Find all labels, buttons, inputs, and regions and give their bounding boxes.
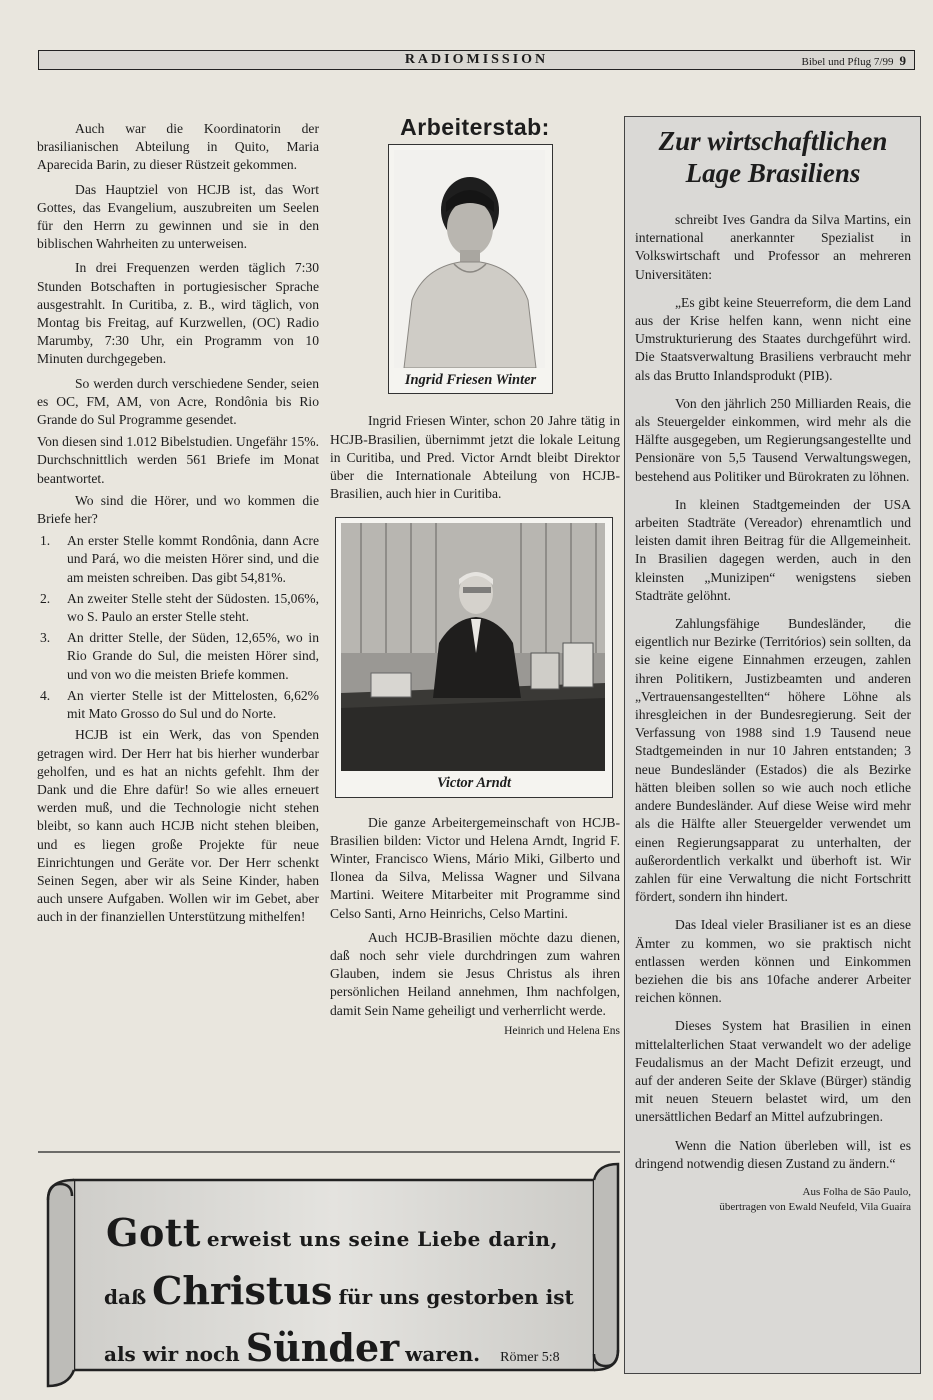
photo-caption: Victor Arndt [436,775,511,792]
column-left [37,120,319,927]
paragraph: Das Ideal vieler Brasilianer ist es an diese Ämter zu kommen, wo sie praktisch nicht entlassen werden können und Einkommen beziehen die bis ans 10fache anderer Arbeiter reichen können. [635,917,911,1006]
verse-line-3: als wir noch Sünder waren. Römer 5:8 [104,1325,560,1370]
economy-box [624,116,921,1374]
office-photo-image [341,523,605,771]
list-item: 1. An erster Stelle kommt Rondônia, dann Acre und Pará, wo die meisten Hörer sind, und die am meisten schreiben. Das gibt 54,81%. [40,533,319,585]
paragraph: Wo sind die Hörer, und wo kommen die Briefe her? [37,492,319,527]
paragraph: In kleinen Stadtgemeinden der USA arbeiten Stadträte (Vereador) ehrenamtlich und leisten damit ihren Beitrag für die Allgemeinheit. In Brasilien dagegen werden, auch in den kleinsten „Munizipen“ wenigstens sieben Stadträte gelöhnt. [635,496,911,603]
paragraph: Auch HCJB-Brasilien möchte dazu dienen, daß noch sehr viele durchdringen zum wahren Glauben, indem sie Jesus Christus als ihren persönlichen Heiland annehmen, Ihm nachfolgen, damit Sein Name geheiligt und verherrlicht werde. [330,929,620,1018]
paragraph: Dieses System hat Brasilien in einen mittelalterlichen Staat verwandelt wo der adelige Feudalismus an der Macht Defizit erzeugt, und auf der anderen Seite der Sklave (Bürger) ständig mit neuen Steuern belastet wird, um den unersättlichen Bedarf an Mittel aufzubringen. [635,1018,911,1125]
box-title: Zur wirtschaftlichen Lage Brasiliens [658,126,888,188]
list-item: 3. An dritter Stelle, der Süden, 12,65%, wo in Rio Grande do Sul, die meisten Hörer sind, und von wo die meisten Briefe kommen. [40,630,319,682]
paragraph: Das Hauptziel von HCJB ist, das Wort Gottes, das Evangelium, auszubreiten um Seelen für den Herrn zu gewinnen und sie in den biblischen Wahrheiten zu unterweisen. [37,181,319,252]
paragraph: schreibt Ives Gandra da Silva Martins, ein international anerkannter Spezialist in Volkswirtschaft und Professor an mehreren Universitäten: [635,212,911,282]
section-title: RADIOMISSION [404,52,549,67]
page-header [38,50,915,70]
list-item: 2. An zweiter Stelle steht der Südosten. 15,06%, wo S. Paulo an erster Stelle steht. [40,590,319,625]
paragraph: In drei Frequenzen werden täglich 7:30 Stunden Botschaften in portugiesischer Sprache ausgestrahlt. In Curitiba, z. B., wird täglich, von Montag bis Freitag, auf Kurzwellen, (OC) Radio Marumby, 7:30 Uhr, ein Programm von 10 Minuten durchgegeben. [37,260,319,367]
listener-list [37,532,319,723]
paragraph: Die ganze Arbeitergemeinschaft von HCJB-Brasilien bilden: Victor und Helena Arndt, Ingrid F. Winter, Francisco Wiens, Mário Miki, Gilberto und Ilonea da Silva, Melissa Wagner und Silvana Martini. Weitere Mitarbeiter mit Programme sind Celso Santi, Arno Heinrichs, Celso Martini. [330,814,620,921]
author-signature: Heinrich und Helena Ens [504,1024,620,1037]
verse-line-1: Gott erweist uns seine Liebe darin, [106,1210,558,1255]
paragraph: Wenn die Nation überleben will, ist es dringend notwendig diesen Zustand zu ändern.“ [635,1137,911,1171]
paragraph: HCJB ist ein Werk, das von Spenden getragen wird. Der Herr hat bis hierher wunderbar geholfen, und es hat an nichts gefehlt. Ihm der Dank und die Ehre dafür! So wie alles erneuert werden muß, und die Technologie nicht stehen bleibt, so kann auch HCJB nicht stehen bleiben, und es liegen große Projekte für neue Einrichtungen und Geräte vor. Der Herr schenkt Seinen Segen, aber wir als Seine Kinder, haben auch unsere Aufgaben. Wollen wir im Gebet, aber auch in der finanziellen Unterstützung mithelfen! [37,727,319,925]
paragraph: Zahlungsfähige Bundesländer, die eigentlich nur Bezirke (Territórios) sein sollten, da sie keine eigene Einnahmen erzeugen, zahlen ihren Politikern, Justizbeamten und anderen „Vertrauensangestellten“ höhere Löhne als ihresgleichen in der Bundesregierung. Seit der Verfassung von 1988 sind 1.9 Tausend neue Stadtgemeinden in nur 10 Jahren entstanden; 3 neue Bundesländer (Estados) die als Bezirke hätten bleiben sollen so wie auch noch etliche andere Bundesländer. Auf diese Weise wird mehr als die Hälfte aller Steuergelder verwendet um einen Regierungsapparat zu unterhalten, der außerordentlich verkalkt und überhoft ist. Wir zahlen für eine Verwaltung die nicht Fortschritt fördert, sondern ihn hindert. [635,616,911,905]
section-heading: Arbeiterstab: [400,114,550,140]
source-credit: Aus Folha de São Paulo, übertragen von Ewald Neufeld, Vila Guaíra [719,1185,911,1213]
page-number: 9 [899,53,906,68]
paragraph: Ingrid Friesen Winter, schon 20 Jahre tätig in HCJB-Brasilien, übernimmt jetzt die lokale Leitung in Curitiba, und Pred. Victor Arndt bleibt Direktor über die Internationale Abteilung von HCJB-Brasilien, auch hier in Curitiba. [330,413,620,502]
photo-ingrid [388,144,553,394]
column-middle [330,114,620,1040]
issue-label: Bibel und Pflug 7/99 9 [801,53,906,68]
verse-reference: Römer 5:8 [500,1350,560,1365]
paragraph: Auch war die Koordinatorin der brasilianischen Abteilung in Quito, Maria Aparecida Barin, zu dieser Rüstzeit gekommen. [37,121,319,173]
bible-verse-banner [38,1150,620,1390]
paragraph: Von den jährlich 250 Milliarden Reais, die als Steuergelder einkommen, wird mehr als die Hälfte ausgegeben, um Regierungsangestellte und Pensionäre von 5,5 Tausend Verwaltungswegen, bestehend aus Politiker und Bürokraten zu löhnen. [635,395,911,484]
photo-victor [335,517,613,797]
photo-caption: Ingrid Friesen Winter [404,372,537,389]
paragraph: Von diesen sind 1.012 Bibelstudien. Ungefähr 15%. Durchschnittlich werden 561 Briefe im Monat beantwortet. [37,434,319,486]
paragraph: „Es gibt keine Steuerreform, die dem Land aus der Krise helfen kann, wenn nicht eine Umstrukturierung des Staates durchgeführt wird. Die Staatsverwaltung Brasiliens verbraucht mehr als das Brutto Inlandsprodukt (PIB). [635,294,911,383]
paragraph: So werden durch verschiedene Sender, seien es OC, FM, AM, von Acre, Rondônia bis Rio Grande do Sul Programme gesendet. [37,375,319,428]
verse-line-2: daß Christus für uns gestorben ist [104,1268,574,1313]
portrait-image [394,150,545,368]
list-item: 4. An vierter Stelle ist der Mittelosten, 6,62% mit Mato Grosso do Sul und do Norte. [40,687,319,722]
